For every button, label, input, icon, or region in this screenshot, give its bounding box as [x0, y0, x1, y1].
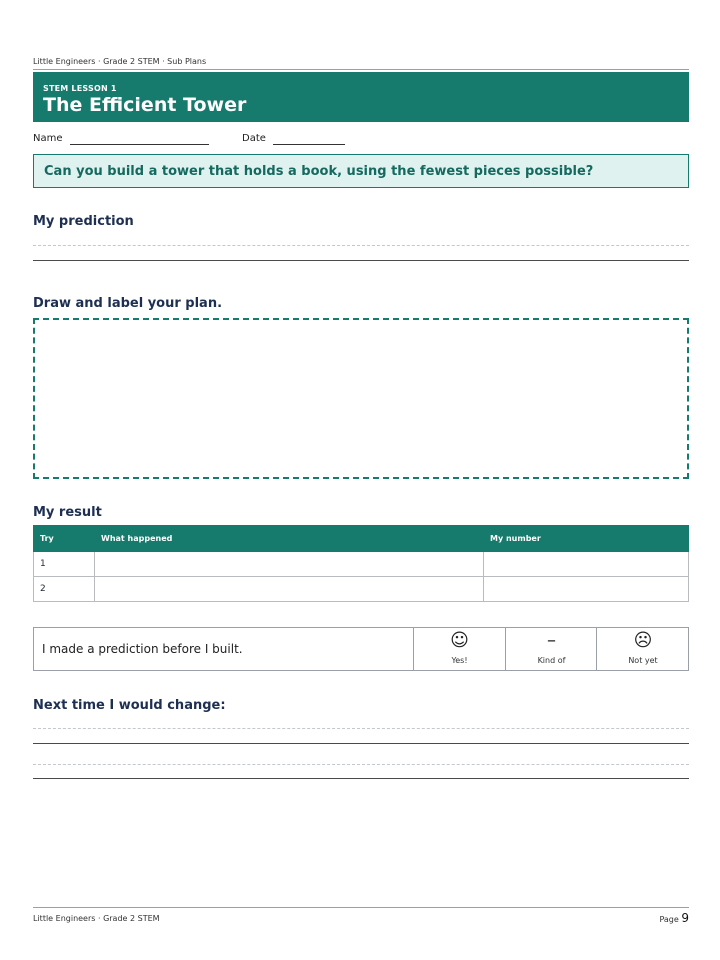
my-number-cell[interactable]: [484, 552, 689, 577]
table-row: [34, 552, 689, 577]
frown-face-icon: ☹: [633, 630, 653, 651]
driving-question: Can you build a tower that holds a book, using the fewest pieces possible?: [44, 164, 594, 179]
next-time-heading: Next time I would change:: [33, 698, 226, 713]
name-field[interactable]: [70, 144, 209, 145]
my-number-cell[interactable]: [484, 577, 689, 602]
prediction-heading: My prediction: [33, 214, 134, 229]
smile-face-icon: ☺: [450, 630, 469, 651]
result-table: [33, 525, 689, 602]
page-label: Page: [659, 915, 679, 924]
lesson-kicker: STEM LESSON 1: [43, 84, 117, 93]
name-label: Name: [33, 133, 63, 144]
option-yes-label: Yes!: [451, 656, 468, 665]
what-happened-cell[interactable]: [95, 552, 484, 577]
option-kind-of[interactable]: [505, 628, 597, 670]
table-row: [34, 577, 689, 602]
prediction-guide-line: [33, 245, 689, 246]
plan-drawing-area[interactable]: [33, 318, 689, 479]
dash-icon: –: [547, 630, 556, 651]
column-header-my-number: My number: [484, 526, 689, 552]
result-header-row: [34, 526, 689, 552]
footer-rule: [33, 907, 689, 908]
try-cell: 2: [34, 577, 95, 602]
option-yes[interactable]: [413, 628, 505, 670]
footer-title: Little Engineers · Grade 2 STEM: [33, 914, 160, 923]
next-time-guide-line-2: [33, 764, 689, 765]
option-not-yet-label: Not yet: [628, 656, 658, 665]
date-field[interactable]: [273, 144, 345, 145]
result-heading: My result: [33, 505, 102, 520]
option-kind-of-label: Kind of: [537, 656, 566, 665]
running-header: Little Engineers · Grade 2 STEM · Sub Plans: [33, 57, 207, 66]
next-time-write-line-1[interactable]: [33, 743, 689, 744]
self-check-row: [33, 627, 689, 671]
page-number: 9: [681, 911, 689, 925]
next-time-guide-line-1: [33, 728, 689, 729]
try-cell: 1: [34, 552, 95, 577]
date-label: Date: [242, 133, 266, 144]
next-time-write-line-2[interactable]: [33, 778, 689, 779]
lesson-banner: [33, 72, 689, 122]
header-rule: [33, 69, 689, 70]
lesson-title: The Efficient Tower: [43, 94, 247, 116]
self-check-statement: I made a prediction before I built.: [42, 642, 243, 656]
plan-heading: Draw and label your plan.: [33, 296, 223, 311]
column-header-what-happened: What happened: [95, 526, 484, 552]
column-header-try: Try: [34, 526, 95, 552]
what-happened-cell[interactable]: [95, 577, 484, 602]
page-indicator: [659, 911, 689, 925]
driving-question-box: [33, 154, 689, 188]
option-not-yet[interactable]: [596, 628, 689, 670]
prediction-write-line[interactable]: [33, 260, 689, 261]
